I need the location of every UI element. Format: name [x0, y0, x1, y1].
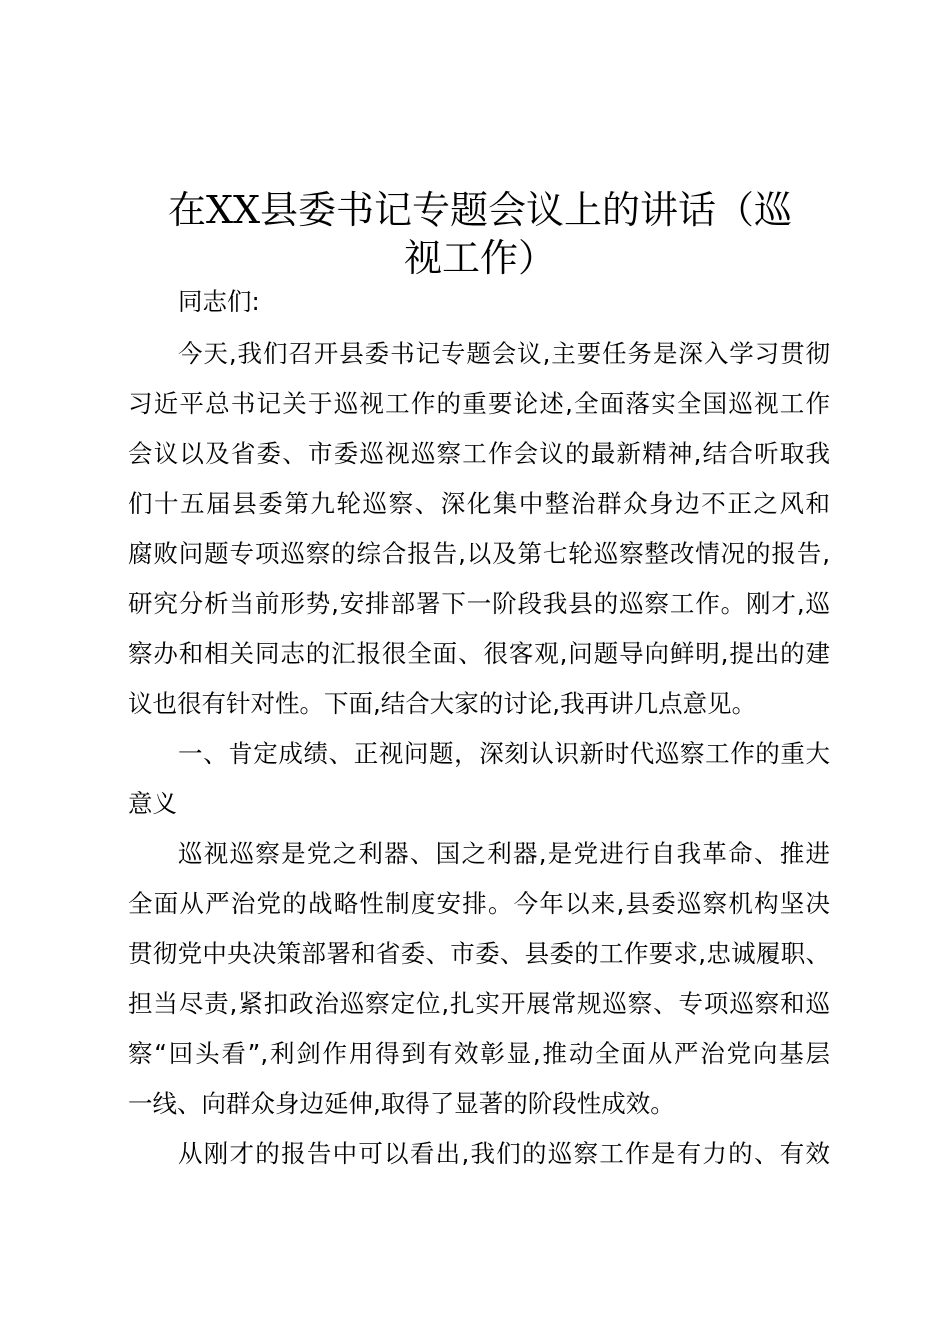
- text-line: 习近平总书记关于巡视工作的重要论述,全面落实全国巡视工作: [128, 389, 830, 418]
- text-line: 担当尽责,紧扣政治巡察定位,扎实开展常规巡察、专项巡察和巡: [128, 989, 830, 1018]
- text-line: 腐败问题专项巡察的综合报告,以及第七轮巡察整改情况的报告,: [128, 539, 830, 568]
- text-line: 察办和相关同志的汇报很全面、很客观,问题导向鲜明,提出的建: [128, 639, 830, 668]
- text-line: 意义: [128, 789, 177, 818]
- document-title-line-1: 在XX县委书记专题会议上的讲话（巡: [167, 188, 793, 232]
- text-line: 贯彻党中央决策部署和省委、市委、县委的工作要求,忠诚履职、: [128, 939, 830, 968]
- salutation: 同志们:: [178, 287, 260, 316]
- text-line: 巡视巡察是党之利器、国之利器,是党进行自我革命、推进: [178, 839, 830, 868]
- text-line: 今天,我们召开县委书记专题会议,主要任务是深入学习贯彻: [178, 339, 830, 368]
- text-line: 从刚才的报告中可以看出,我们的巡察工作是有力的、有效: [178, 1139, 830, 1168]
- document-title-line-2: 视工作）: [403, 236, 556, 280]
- text-line: 议也很有针对性。下面,结合大家的讨论,我再讲几点意见。: [128, 689, 757, 718]
- text-line: 察“回头看”,利剑作用得到有效彰显,推动全面从严治党向基层: [128, 1039, 830, 1068]
- text-line: 研究分析当前形势,安排部署下一阶段我县的巡察工作。刚才,巡: [128, 589, 830, 618]
- text-line: 们十五届县委第九轮巡察、深化集中整治群众身边不正之风和: [128, 489, 830, 518]
- text-line: 一线、向群众身边延伸,取得了显著的阶段性成效。: [128, 1089, 675, 1118]
- text-line: 会议以及省委、市委巡视巡察工作会议的最新精神,结合听取我: [128, 439, 830, 468]
- text-line: 全面从严治党的战略性制度安排。今年以来,县委巡察机构坚决: [128, 889, 830, 918]
- text-line: 一、肯定成绩、正视问题，深刻认识新时代巡察工作的重大: [178, 739, 830, 768]
